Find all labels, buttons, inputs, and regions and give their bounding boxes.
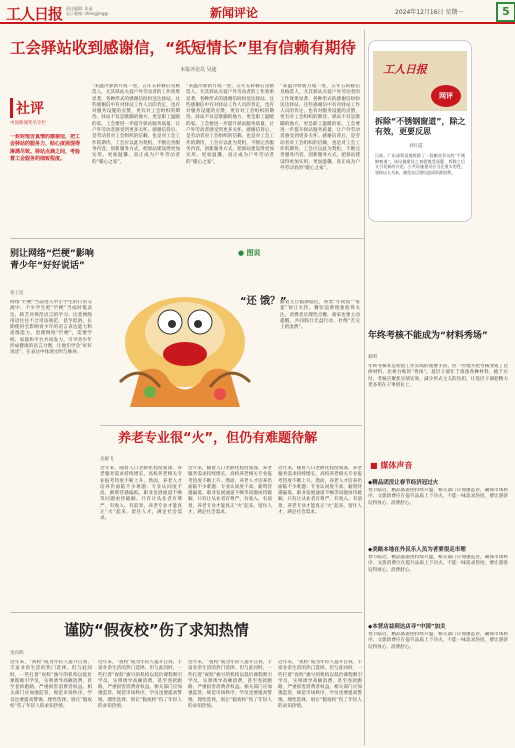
pullquote: 一封封饱含真情的感谢信，把工会驿站的服务力、贴心度展现得淋漓尽致。驿站点滴之间，考验着工会服务的细致程度。 [10, 134, 80, 163]
bottom-headline: 谨防“假夜校”伤了求知热情 [64, 621, 249, 639]
middle-headline: 养老专业很“火”，但仍有难题待解 [118, 431, 318, 446]
left-body: 网络“烂梗”当前进入中小学生的日常交流中，不少学生把“烂梗”当成时髦表达，缺乏对规范语言的学习。这类网络用语往往不合语法规范，甚至低俗，长期使用会影响青少年的语言表达能力和思维能力。治理网络“烂梗”，需要学校、家庭和平台共同发力，引导青少年形成健康的语言习惯，让他们学会“好好说话”，在表达中体现文明与修养。 [10, 300, 92, 356]
news-voice-text: 媒体声音 [380, 461, 413, 470]
cartoon-caption: “还 饿？” [240, 296, 287, 307]
page-number-badge: 5 [496, 2, 515, 22]
right-body-2-col1: 年终考核本是检验工作实绩的重要手段，但一些地方把考核变成了比拼材料、比拼台账的“秀场”。基层干部忙于准备各种材料，疲于应付。考核应聚焦实绩实效，减少形式主义的负担，让基层干部把精力更多用在干事创业上。 [368, 364, 508, 388]
news-item-3: ◆本营店益到达店寻“中国”加关 [368, 624, 446, 630]
phone-screen-header [373, 51, 467, 111]
lead-body-col3: “来温冷驿新月成一进，五年五转移后及格选人，尤其驿站关爱户外劳动者的工作效果显著，各种形式的感谢信纷纷送达驿站。这些感谢信中有对驿站工作人员的肯定，也有对服务设施的点赞，更有对工会组织的期待。驿站不仅是歇脚的地方，更是职工温暖的家。工会要进一步提升驿站服务质量，让户外劳动者感受到更多关怀。感谢信背后，是劳动者对工会组织的信赖，也是对工会工作的期待，工会应以此为契机，不断完善服务内容，创新服务方式，把驿站建设得更加实用、更加温馨，真正成为户外劳动者的“暖心之家”。 [280, 84, 360, 171]
newspaper-logo: 工人日报 [6, 5, 63, 23]
bottom-body-col3: 近年来，“夜校”成为年轻人提升自我、丰富业余生活的热门选择。但与此同时，一些打着“夜校”旗号的机构以低价课程吸引学员，实则诱导高额消费，甚至卷款跑路，严重损害消费者权益。相关部门应加强监管，规范市场秩序，学员也要提高警惕，理性选择，别让“假夜校”伤了年轻人的求知热情。 [188, 660, 272, 710]
news-item-3-body: 春节临近，精品旅游团持续升温，相关部门应加强监管，确保市场秩序。文旅消费应在提升品质上下功夫，不能一味追求热度，要让游客玩得放心、消费舒心。 [368, 632, 508, 650]
right-byline: 刘红霞 [409, 144, 423, 149]
right-body: 日前，广东深圳某地拆除了一段颇具争议的“不锈钢窗道”。该设施建设之初就饱受质疑，拆除之后又引发新的讨论。公共设施建设应当注重实用性，坚持以人为本，避免盲目建设造成资源浪费。 [375, 153, 465, 175]
bottom-body-col2: 近年来，“夜校”成为年轻人提升自我、丰富业余生活的热门选择。但与此同时，一些打着“夜校”旗号的机构以低价课程吸引学员，实则诱导高额消费，甚至卷款跑路，严重损害消费者权益。相关部门应加强监管，规范市场秩序，学员也要提高警惕，理性选择，别让“假夜校”伤了年轻人的求知热情。 [98, 660, 182, 710]
phone-logo: 工人日报 [383, 63, 427, 76]
lead-body-col2: “来温冷驿新月成一进，五年五转移后及格选人，尤其驿站关爱户外劳动者的工作效果显著，各种形式的感谢信纷纷送达驿站。这些感谢信中有对驿站工作人员的肯定，也有对服务设施的点赞，更有对工会组织的期待。驿站不仅是歇脚的地方，更是职工温暖的家。工会要进一步提升驿站服务质量，让户外劳动者感受到更多关怀。感谢信背后，是劳动者对工会组织的信赖，也是对工会工作的期待，工会应以此为契机，不断完善服务内容，创新服务方式，把驿站建设得更加实用、更加温馨，真正成为户外劳动者的“暖心之家”。 [186, 84, 274, 165]
lead-headline: 工会驿站收到感谢信，“纸短情长”里有信赖有期待 [10, 39, 356, 57]
divider-bottom [10, 612, 362, 613]
right-byline-2: 郝明 [368, 355, 377, 360]
web-review-badge: 网评 [431, 85, 461, 107]
section-title: 新闻评论 [210, 6, 259, 20]
vertical-divider [364, 30, 365, 745]
cartoon-drawing [100, 262, 270, 412]
right-headline: 拆除“不锈钢窗道”，除之有效，更要反思 [375, 117, 466, 136]
lead-body-col1: “来温冷驿新月成一进，五年五转移后及格选人，尤其驿站关爱户外劳动者的工作效果显著，各种形式的感谢信纷纷送达驿站。这些感谢信中有对驿站工作人员的肯定，也有对服务设施的点赞，更有对工会组织的期待。驿站不仅是歇脚的地方，更是职工温暖的家。工会要进一步提升驿站服务质量，让户外劳动者感受到更多关怀。感谢信背后，是劳动者对工会组织的信赖，也是对工会工作的期待，工会应以此为契机，不断完善服务内容，创新服务方式，把驿站建设得更加实用、更加温馨，真正成为户外劳动者的“暖心之家”。 [92, 84, 180, 165]
bottom-body-col1: 近年来，“夜校”成为年轻人提升自我、丰富业余生活的热门选择。但与此同时，一些打着“夜校”旗号的机构以低价课程吸引学员，实则诱导高额消费，甚至卷款跑路，严重损害消费者权益。相关部门应加强监管，规范市场秩序，学员也要提高警惕，理性选择，别让“假夜校”伤了年轻人的求知热情。 [10, 660, 92, 710]
middle-body-col1: 近年来，随着人口老龄化程度加深，养老服务需求持续增长，高校养老相关专业报考热度不断上升。然而，养老人才培养仍面临不少难题：专业认同度不高、薪资待遇偏低、职业发展通道不畅等问题亟待破解。只有让从业者有尊严、有收入、有前景，养老专业才能真正“火”起来，留住人才，满足社会需求。 [100, 466, 182, 522]
cartoon-label [238, 248, 261, 258]
middle-byline: 龙敏飞 [100, 457, 114, 462]
column-sub: 中国新闻奖名专栏 [10, 121, 46, 126]
divider-top [10, 238, 365, 239]
column-label-box [10, 98, 80, 228]
phone-illustration [368, 40, 472, 222]
bottom-body-col4: 近年来，“夜校”成为年轻人提升自我、丰富业余生活的热门选择。但与此同时，一些打着“夜校”旗号的机构以低价课程吸引学员，实则诱导高额消费，甚至卷款跑路，严重损害消费者权益。相关部门应加强监管，规范市场秩序，学员也要提高警惕，理性选择，别让“假夜校”伤了年轻人的求知热情。 [278, 660, 362, 710]
editor-info: 责任编辑: 张晶 电子邮箱: zhangjing@.. [66, 6, 111, 16]
issue-date: 2024年12月16日 星期一 [395, 9, 464, 16]
left-headline: 别让网络“烂梗”影响青少年“好好说话” [10, 249, 94, 271]
news-item-1: ◆精品团没让春节经济冠过火 [368, 480, 439, 486]
news-item-1-body: 春节临近，精品旅游团持续升温，相关部门应加强监管，确保市场秩序。文旅消费应在提升品质上下功夫，不能一味追求热度，要让游客玩得放心、消费舒心。 [368, 488, 508, 506]
right-headline-2: 年终考核不能成为“材料秀场” [368, 331, 488, 341]
middle-body-col2: 近年来，随着人口老龄化程度加深，养老服务需求持续增长，高校养老相关专业报考热度不断上升。然而，养老人才培养仍面临不少难题：专业认同度不高、薪资待遇偏低、职业发展通道不畅等问题亟待破解。只有让从业者有尊严、有收入、有前景，养老专业才能真正“火”起来，留住人才，满足社会需求。 [188, 466, 272, 516]
divider-mid [100, 425, 362, 426]
column-label: 社评 [10, 98, 80, 118]
news-item-2: ◆美路本地在外民乐人员为者要很走市理 [368, 547, 466, 553]
cartoon-label-icon: ● [238, 249, 245, 257]
lead-byline: 本报评论员 吴迪 [180, 67, 217, 73]
middle-body-col3: 近年来，随着人口老龄化程度加深，养老服务需求持续增长，高校养老相关专业报考热度不断上升。然而，养老人才培养仍面临不少难题：专业认同度不高、薪资待遇偏低、职业发展通道不畅等问题亟待破解。只有让从业者有尊严、有收入、有前景，养老专业才能真正“火”起来，留住人才，满足社会需求。 [278, 466, 362, 516]
cartoon-illustration [100, 262, 270, 412]
news-item-2-body: 春节临近，精品旅游团持续升温，相关部门应加强监管，确保市场秩序。文旅消费应在提升品质上下功夫，不能一味追求热度，要让游客玩得放心、消费舒心。 [368, 555, 508, 573]
bottom-byline: 金向辉 [10, 651, 24, 656]
left-byline: 张子仪 [10, 291, 24, 296]
news-voice-label [370, 460, 412, 471]
news-voice-icon: ■ [370, 461, 378, 470]
cartoon-text: 随着元旦假期临近，各类“年夜饭”“家宴”预订火热。餐饮浪费现象值得关注，消费者应理性点餐，商家也要主动提醒，共同践行光盘行动，杜绝“舌尖上的浪费”。 [280, 300, 360, 331]
cartoon-label-text: 图说 [246, 249, 261, 257]
